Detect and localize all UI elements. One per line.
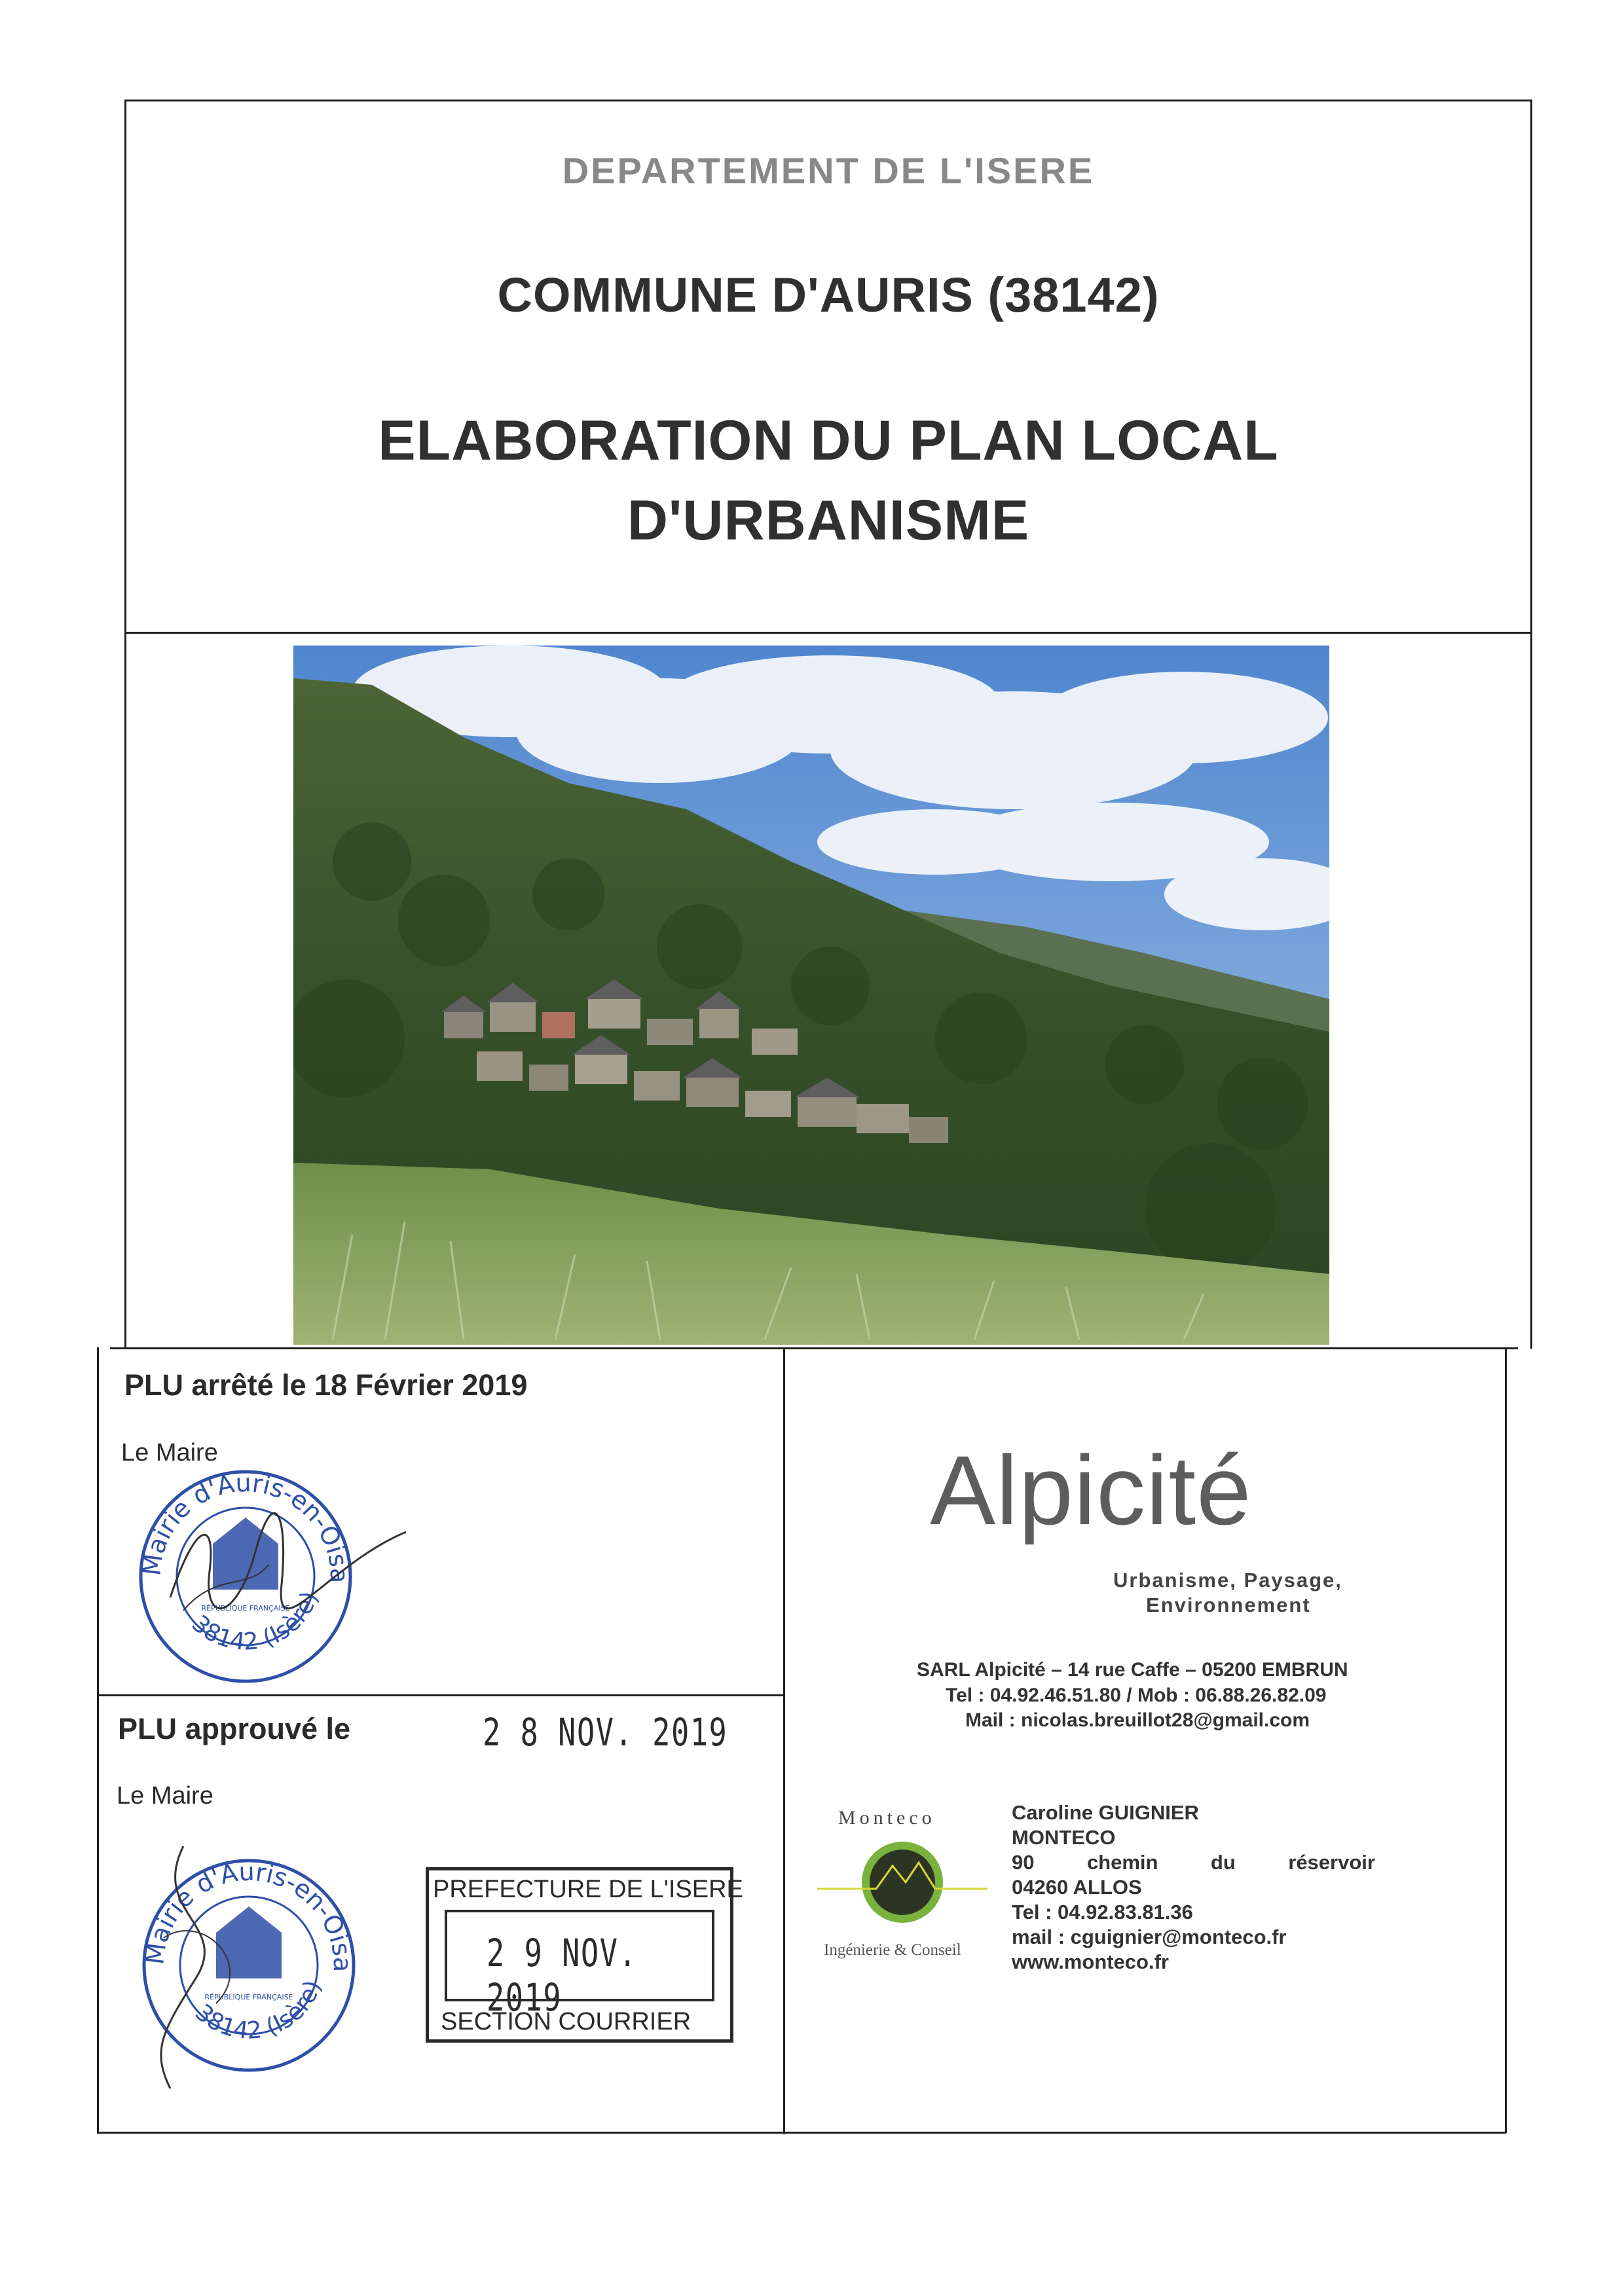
prefecture-stamp-inner-box [445, 1910, 714, 2020]
department-title: DEPARTEMENT DE L'ISERE [562, 150, 1095, 191]
monteco-mail: mail : cguignier@monteco.fr [1012, 1925, 1287, 1948]
monteco-address-word-reservoir: réservoir [1288, 1851, 1375, 1874]
plu-approuve-label: PLU approuvé le [118, 1712, 351, 1745]
plu-arrete-label: PLU arrêté le 18 Février 2019 [124, 1368, 528, 1402]
frame-top [124, 100, 1532, 101]
approuve-signatory: Le Maire [117, 1782, 213, 1810]
prefecture-stamp-title: PREFECTURE DE L'ISERE [433, 1876, 743, 1903]
header-divider [124, 632, 1532, 634]
bottom-divider [110, 1347, 1518, 1349]
prefecture-stamp-section: SECTION COURRIER [441, 2008, 692, 2035]
bottom-middle-divider [783, 1349, 785, 2134]
monteco-logo-top-text: Monteco [838, 1807, 936, 1829]
monteco-address-line [1012, 1850, 1375, 1875]
signature-scribble [157, 1493, 419, 1637]
alpicite-tagline-line1: Urbanisme, Paysage, [1113, 1569, 1342, 1592]
approuve-mayor-signature [124, 1833, 282, 2095]
monteco-address-number: 90 [1012, 1851, 1035, 1874]
approuve-seal-text-top: Mairie d'Auris-en-Oisa [140, 1857, 358, 1973]
monteco-mountain-icon [817, 1836, 987, 1928]
arrete-signatory: Le Maire [121, 1439, 218, 1467]
alpicite-tagline-line2: Environnement [1146, 1594, 1311, 1616]
monteco-contact-name: Caroline GUIGNIER [1012, 1801, 1199, 1824]
approuve-seal-text-bottom: 38142 (Isère) [189, 1977, 327, 2045]
monteco-address-word-chemin: chemin [1086, 1851, 1158, 1874]
document-title-line2: D'URBANISME [627, 489, 1030, 552]
alpicite-mail: Mail : nicolas.breuillot28@gmail.com [965, 1709, 1310, 1731]
alpicite-address: SARL Alpicité – 14 rue Caffe – 05200 EMBRUN [917, 1659, 1348, 1681]
village-landscape-photo [293, 646, 1329, 1345]
monteco-address-word-du: du [1210, 1851, 1236, 1874]
arrete-seal-text-bottom: 38142 (Isère) [186, 1588, 324, 1656]
monteco-logo [817, 1807, 987, 1977]
arrete-seal-small: RÉPUBLIQUE FRANÇAISE [201, 1604, 290, 1613]
approuve-seal-small: RÉPUBLIQUE FRANÇAISE [204, 1993, 293, 2001]
prefecture-stamp-date: 2 9 NOV. 2019 [487, 1931, 638, 2020]
bottom-left-edge [97, 1347, 99, 2133]
alpicite-logo [930, 1434, 1388, 1630]
commune-title: COMMUNE D'AURIS (38142) [497, 268, 1160, 322]
document-title-line1: ELABORATION DU PLAN LOCAL [378, 409, 1279, 472]
arrete-seal-text-top: Mairie d'Auris-en-Oisa [137, 1468, 354, 1584]
monteco-contact-block [1012, 1800, 1375, 1975]
alpicite-logo-text: Alpicité [930, 1435, 1252, 1545]
monteco-company: MONTECO [1012, 1826, 1116, 1849]
landscape-illustration [293, 646, 1329, 1345]
bottom-right-edge [1505, 1347, 1507, 2133]
frame-bottom [97, 2132, 1506, 2134]
left-cell-divider [98, 1694, 784, 1696]
monteco-city: 04260 ALLOS [1012, 1876, 1142, 1899]
monteco-logo-bottom-text: Ingénierie & Conseil [824, 1941, 961, 1959]
alpicite-phone: Tel : 04.92.46.51.80 / Mob : 06.88.26.82.09 [946, 1685, 1327, 1706]
signature-scribble [124, 1833, 282, 2095]
monteco-phone: Tel : 04.92.83.81.36 [1012, 1901, 1193, 1923]
prefecture-stamp [426, 1867, 743, 2043]
arrete-mayor-signature [157, 1493, 419, 1637]
document-title [124, 401, 1532, 560]
monteco-web: www.monteco.fr [1012, 1950, 1169, 1973]
approuve-date: 2 8 NOV. 2019 [483, 1710, 728, 1755]
